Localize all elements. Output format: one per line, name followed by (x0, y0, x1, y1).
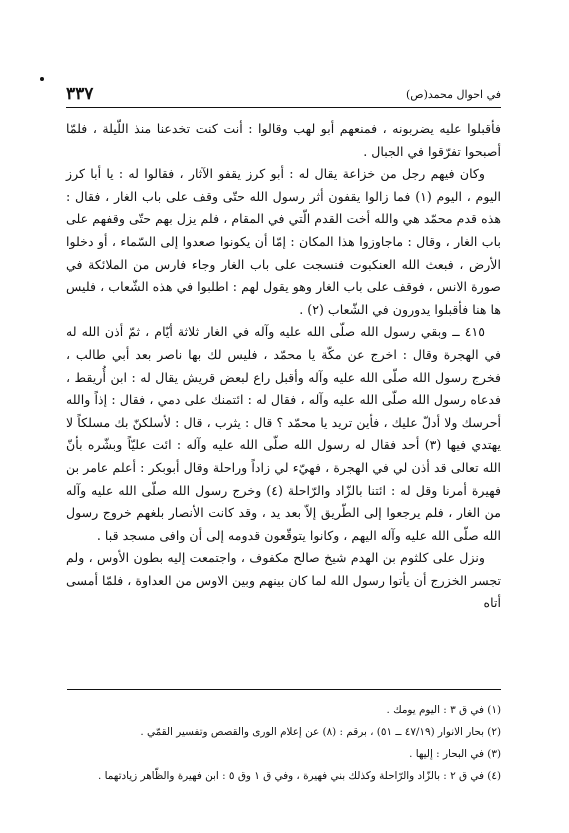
body-text (66, 118, 501, 615)
paragraph: ونزل على كلثوم بن الهدم شيخ صالح مكفوف ، واجتمعت إليه بطون الأوس ، ولم تجسر الخزرج أن يأتوا رسول الله لما كان بينهم وبين الاوس من العداوة ، فلمّا أمسى أتاه (66, 550, 501, 611)
footnotes (66, 699, 501, 787)
footnote: (٢) بحار الانوار (٤٧/١٩ ــ ٥١) ، برقم : (٨) عن إعلام الورى والقصص وتفسير القمّي . (140, 726, 501, 738)
footnote: (٤) في ق ٢ : بالزّاد والرّاحلة وكذلك بني فهيرة ، وفي ق ١ وق ٥ : ابن فهيرة والظّاهر زيادتهما . (98, 770, 501, 782)
paragraph: ٤١٥ ــ وبقي رسول الله صلّى الله عليه وآله في الغار ثلاثة أيّام ، ثمّ أذن الله له في الهجرة وقال : اخرج عن مكّة يا محمّد ، فليس لك بها ناصر بعد أبي طالب ، فخرج رسول الله صلّى الله عليه وآله وأقبل راع لبعض قريش يقال له : ابن أُريقط ، فدعاه رسول الله صلّى الله عليه وآله ، فقال له : ائتمنك على دمي ، فقال : إذاً والله أحرسك ولا أدلّ عليك ، فأين تريد يا محمّد ؟ قال : يثرب ، قال : لأسلكنّ بك مسلكاً لا يهتدي فيها (٣) أحد فقال له رسول الله صلّى الله عليه وآله : ائت عليّاً وبشّره بأنّ الله تعالى قد أذن لي في الهجرة ، فهيّء لي زاداً وراحلة وقال أبوبكر : أعلم عامر بن فهيرة أمرنا وقل له : ائتنا بالزّاد والرّاحلة (٤) وخرج رسول الله صلّى الله عليه وآله من الغار ، فلم يرجعوا إلى الطّريق إلاّ بعد يد ، وقد كانت الأنصار بلغهم خروج رسول الله صلّى الله عليه وآله اليهم ، وكانوا يتوقّعون قدومه إلى أن وافى مسجد قبا . (66, 324, 502, 543)
footnote-rule (67, 689, 501, 690)
header-rule (66, 107, 501, 108)
footnote: (١) في ق ٣ : اليوم يومك . (386, 704, 501, 716)
margin-dot (40, 77, 44, 81)
page-number: ٣٣٧ (66, 84, 94, 104)
running-title: ﻓﻲ احوال محمد(ص) (405, 88, 501, 101)
paragraph: فأقبلوا عليه يضربونه ، فمنعهم أبو لهب وقالوا : أنت كنت تخدعنا منذ اللّيلة ، فلمّا أصبحوا تفرّقوا في الجبال . (66, 121, 501, 159)
footnote: (٣) في البحار : إليها . (409, 748, 501, 760)
paragraph: وكان فيهم رجل من خزاعة يقال له : أبو كرز يقفو الآثار ، فقالوا له : يا أبا كرز اليوم ، اليوم (١) فما زالوا يقفون أثر رسول الله حتّى وقف على باب الغار ، فقال : هذه قدم محمّد هي والله أخت القدم الّتي في المقام ، فلم يزل بهم حتّى وقفهم على باب الغار ، وقال : ماجاوزوا هذا المكان : إمّا أن يكونوا صعدوا إلى السّماء ، أو دخلوا الأرض ، فبعث الله العنكبوت فنسجت على باب الغار وجاء فارس من الملائكة في صورة الانس ، فوقف على باب الغار وهو يقول لهم : اطلبوا في هذه الشّعاب ، فليس ها هنا فأقبلوا يدورون في الشّعاب (٢) . (66, 166, 501, 317)
page-header (66, 84, 501, 106)
